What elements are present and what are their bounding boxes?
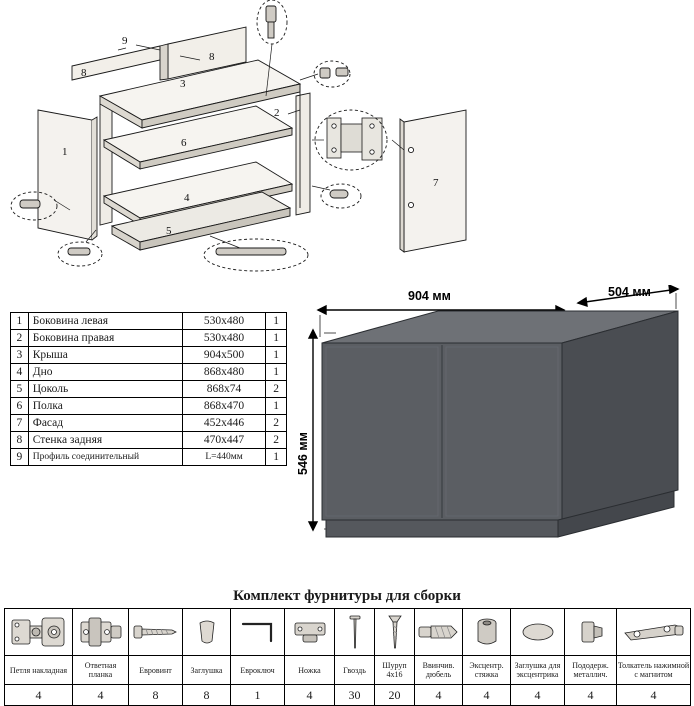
hardware-name: Ножка (285, 656, 335, 685)
cabinet-width-label: 904 мм (408, 289, 451, 303)
table-row (11, 449, 287, 466)
part-number: 7 (11, 415, 29, 432)
hardware-count: 4 (415, 685, 463, 706)
part-name: Цоколь (28, 381, 182, 398)
part-number: 5 (11, 381, 29, 398)
hardware-count: 20 (375, 685, 415, 706)
table-row (11, 398, 287, 415)
part-name: Дно (28, 364, 182, 381)
part-number: 1 (11, 313, 29, 330)
hardware-name: Гвоздь (335, 656, 375, 685)
part-dimensions: 530x480 (182, 313, 266, 330)
hardware-kit-title: Комплект фурнитуры для сборки (233, 588, 461, 604)
table-row (11, 381, 287, 398)
table-row (11, 347, 287, 364)
part-name: Профиль соединительный (28, 449, 182, 466)
part-dimensions: 904x500 (182, 347, 266, 364)
table-row (11, 313, 287, 330)
part-number: 6 (11, 398, 29, 415)
exploded-diagram-svg (0, 0, 694, 290)
cabinet-depth-label: 504 мм (608, 285, 651, 299)
cell-shelf-support (565, 609, 617, 656)
hardware-icon-row (5, 609, 691, 656)
cam-lock-icon (463, 609, 510, 655)
part-name: Крыша (28, 347, 182, 364)
part-quantity: 1 (266, 364, 287, 381)
parts-list-table (10, 312, 287, 466)
cam-cap-icon (511, 609, 564, 655)
part-quantity: 2 (266, 415, 287, 432)
hardware-name: Пододерж. металлич. (565, 656, 617, 685)
hinge-plate-icon (73, 609, 128, 655)
hardware-name: Евроключ (231, 656, 285, 685)
hardware-name: Толкатель нажимной с магнитом (617, 656, 691, 685)
cell-euro-key (231, 609, 285, 656)
hardware-name: Заглушка (183, 656, 231, 685)
part-dimensions: L=440мм (182, 449, 266, 466)
part-name: Боковина левая (28, 313, 182, 330)
callout-1: 1 (62, 146, 68, 158)
cell-nail (335, 609, 375, 656)
cell-cap-plug (183, 609, 231, 656)
euro-key-icon (231, 609, 284, 655)
hardware-count: 8 (129, 685, 183, 706)
hardware-name: Петля накладная (5, 656, 73, 685)
dowel-icon (415, 609, 462, 655)
cell-cam-lock (463, 609, 511, 656)
part-quantity: 1 (266, 347, 287, 364)
part-number: 9 (11, 449, 29, 466)
cell-hinge-plate (73, 609, 129, 656)
callout-5: 5 (166, 225, 172, 237)
part-dimensions: 470x447 (182, 432, 266, 449)
cabinet-svg (290, 285, 694, 570)
callout-6: 6 (181, 137, 187, 149)
callout-7: 7 (433, 177, 439, 189)
nail-icon (335, 609, 374, 655)
cell-hinge-overlay (5, 609, 73, 656)
cell-leg (285, 609, 335, 656)
callout-2: 2 (274, 107, 280, 119)
part-number: 3 (11, 347, 29, 364)
euro-screw-icon (129, 609, 182, 655)
hardware-count-row (5, 685, 691, 706)
assembled-cabinet-drawing (290, 285, 694, 570)
hardware-count: 1 (231, 685, 285, 706)
shelf-support-icon (565, 609, 616, 655)
hardware-count: 4 (463, 685, 511, 706)
part-quantity: 1 (266, 313, 287, 330)
hardware-count: 30 (335, 685, 375, 706)
hardware-count: 4 (73, 685, 129, 706)
table-row (11, 415, 287, 432)
callout-8-left: 8 (81, 67, 87, 79)
hardware-name: Эксцентр. стяжка (463, 656, 511, 685)
callout-8-right: 8 (209, 51, 215, 63)
part-quantity: 1 (266, 398, 287, 415)
part-dimensions: 868x74 (182, 381, 266, 398)
hardware-kit-table (4, 608, 691, 706)
hinge-overlay-icon (5, 609, 72, 655)
part-quantity: 1 (266, 449, 287, 466)
hardware-count: 4 (565, 685, 617, 706)
part-number: 8 (11, 432, 29, 449)
part-dimensions: 530x480 (182, 330, 266, 347)
callout-9: 9 (122, 35, 128, 47)
cell-cam-cap (511, 609, 565, 656)
table-row (11, 432, 287, 449)
part-name: Фасад (28, 415, 182, 432)
hardware-name: Ввинчив. дюбель (415, 656, 463, 685)
cap-plug-icon (183, 609, 230, 655)
part-quantity: 2 (266, 381, 287, 398)
part-name: Полка (28, 398, 182, 415)
part-number: 4 (11, 364, 29, 381)
table-row (11, 330, 287, 347)
table-row (11, 364, 287, 381)
part-quantity: 2 (266, 432, 287, 449)
part-number: 2 (11, 330, 29, 347)
hardware-count: 4 (617, 685, 691, 706)
cell-screw (375, 609, 415, 656)
hardware-kit-section (4, 588, 690, 706)
callout-4: 4 (184, 192, 190, 204)
hardware-count: 4 (285, 685, 335, 706)
cell-magnet-catch (617, 609, 691, 656)
leg-icon (285, 609, 334, 655)
cell-dowel (415, 609, 463, 656)
exploded-assembly-diagram (0, 0, 694, 290)
callout-3: 3 (180, 78, 186, 90)
hardware-count: 4 (511, 685, 565, 706)
hardware-name: Евровинт (129, 656, 183, 685)
magnet-catch-icon (617, 609, 690, 655)
hardware-name: Ответная планка (73, 656, 129, 685)
screw-icon (375, 609, 414, 655)
hardware-name: Заглушка для эксцентрика (511, 656, 565, 685)
hardware-name: Шуруп 4x16 (375, 656, 415, 685)
part-dimensions: 868x480 (182, 364, 266, 381)
hardware-count: 8 (183, 685, 231, 706)
part-dimensions: 452x446 (182, 415, 266, 432)
hardware-name-row (5, 656, 691, 685)
part-dimensions: 868x470 (182, 398, 266, 415)
hardware-count: 4 (5, 685, 73, 706)
cell-euro-screw (129, 609, 183, 656)
part-name: Боковина правая (28, 330, 182, 347)
cabinet-height-label: 546 мм (296, 432, 310, 475)
part-quantity: 1 (266, 330, 287, 347)
part-name: Стенка задняя (28, 432, 182, 449)
